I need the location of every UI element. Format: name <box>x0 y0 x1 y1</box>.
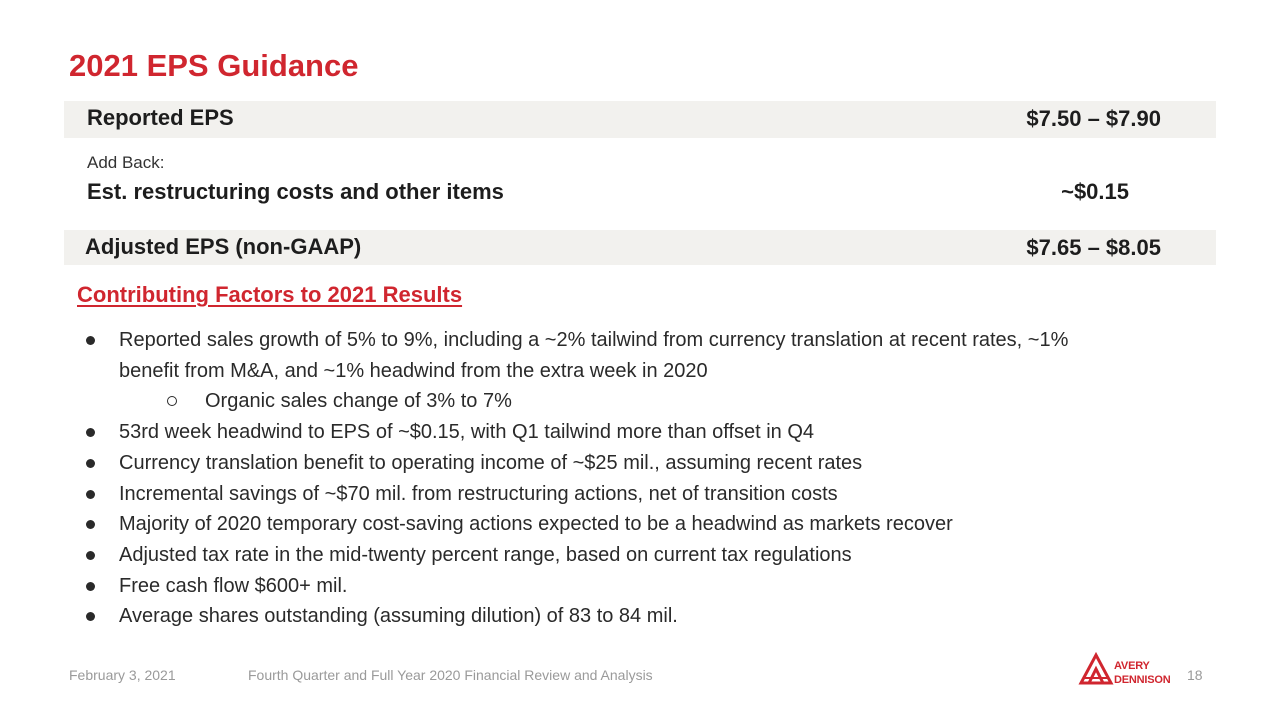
list-item-text: Average shares outstanding (assuming dilution) of 83 to 84 mil. <box>119 605 678 628</box>
bullet-icon <box>86 612 95 621</box>
list-item-text: Adjusted tax rate in the mid-twenty percent range, based on current tax regulations <box>119 543 852 566</box>
slide-title: 2021 EPS Guidance <box>69 48 359 83</box>
bullet-icon <box>86 520 95 529</box>
list-item-text: Organic sales change of 3% to 7% <box>205 390 512 413</box>
restructuring-costs-label: Est. restructuring costs and other items <box>87 179 504 204</box>
reported-eps-label: Reported EPS <box>87 105 234 130</box>
list-item-text: Free cash flow $600+ mil. <box>119 574 348 597</box>
factors-list <box>82 325 1192 632</box>
adjusted-eps-value: $7.65 – $8.05 <box>1026 235 1161 260</box>
bullet-icon <box>86 551 95 560</box>
logo-wordmark <box>1114 661 1170 686</box>
logo-line-2: DENNISON <box>1114 674 1171 686</box>
restructuring-costs-value: ~$0.15 <box>1061 179 1129 204</box>
add-back-label: Add Back: <box>87 153 165 172</box>
footer-date: February 3, 2021 <box>69 667 176 683</box>
list-item-text: benefit from M&A, and ~1% headwind from the extra week in 2020 <box>119 359 708 382</box>
bullet-icon <box>86 428 95 437</box>
logo-line-1: AVERY <box>1114 660 1150 672</box>
list-item <box>82 509 1192 540</box>
adjusted-eps-label: Adjusted EPS (non-GAAP) <box>85 234 362 259</box>
list-item-text: Incremental savings of ~$70 mil. from restructuring actions, net of transition costs <box>119 482 838 505</box>
list-item <box>82 325 1192 356</box>
list-item <box>82 601 1192 632</box>
bullet-icon <box>86 336 95 345</box>
list-item <box>82 417 1192 448</box>
list-item-text: Currency translation benefit to operating income of ~$25 mil., assuming recent rates <box>119 451 863 474</box>
list-item <box>82 571 1192 602</box>
list-item-text: Reported sales growth of 5% to 9%, including a ~2% tailwind from currency translation at recent rates, ~1% <box>119 329 1069 351</box>
list-item-text: Majority of 2020 temporary cost-saving actions expected to be a headwind as markets recover <box>119 513 953 536</box>
contributing-factors-heading: Contributing Factors to 2021 Results <box>77 282 463 307</box>
page-number: 18 <box>1187 667 1203 683</box>
hollow-bullet-icon <box>167 396 177 406</box>
list-item <box>82 448 1192 479</box>
sub-list-item <box>82 386 1192 417</box>
bullet-icon <box>86 490 95 499</box>
list-item <box>82 540 1192 571</box>
footer-subtitle: Fourth Quarter and Full Year 2020 Financial Review and Analysis <box>248 667 653 683</box>
bullet-icon <box>86 582 95 591</box>
bullet-icon <box>86 459 95 468</box>
reported-eps-value: $7.50 – $7.90 <box>1026 106 1161 131</box>
list-item-text: 53rd week headwind to EPS of ~$0.15, with Q1 tailwind more than offset in Q4 <box>119 421 815 444</box>
list-item <box>82 479 1192 510</box>
list-item-continuation <box>82 356 1192 387</box>
